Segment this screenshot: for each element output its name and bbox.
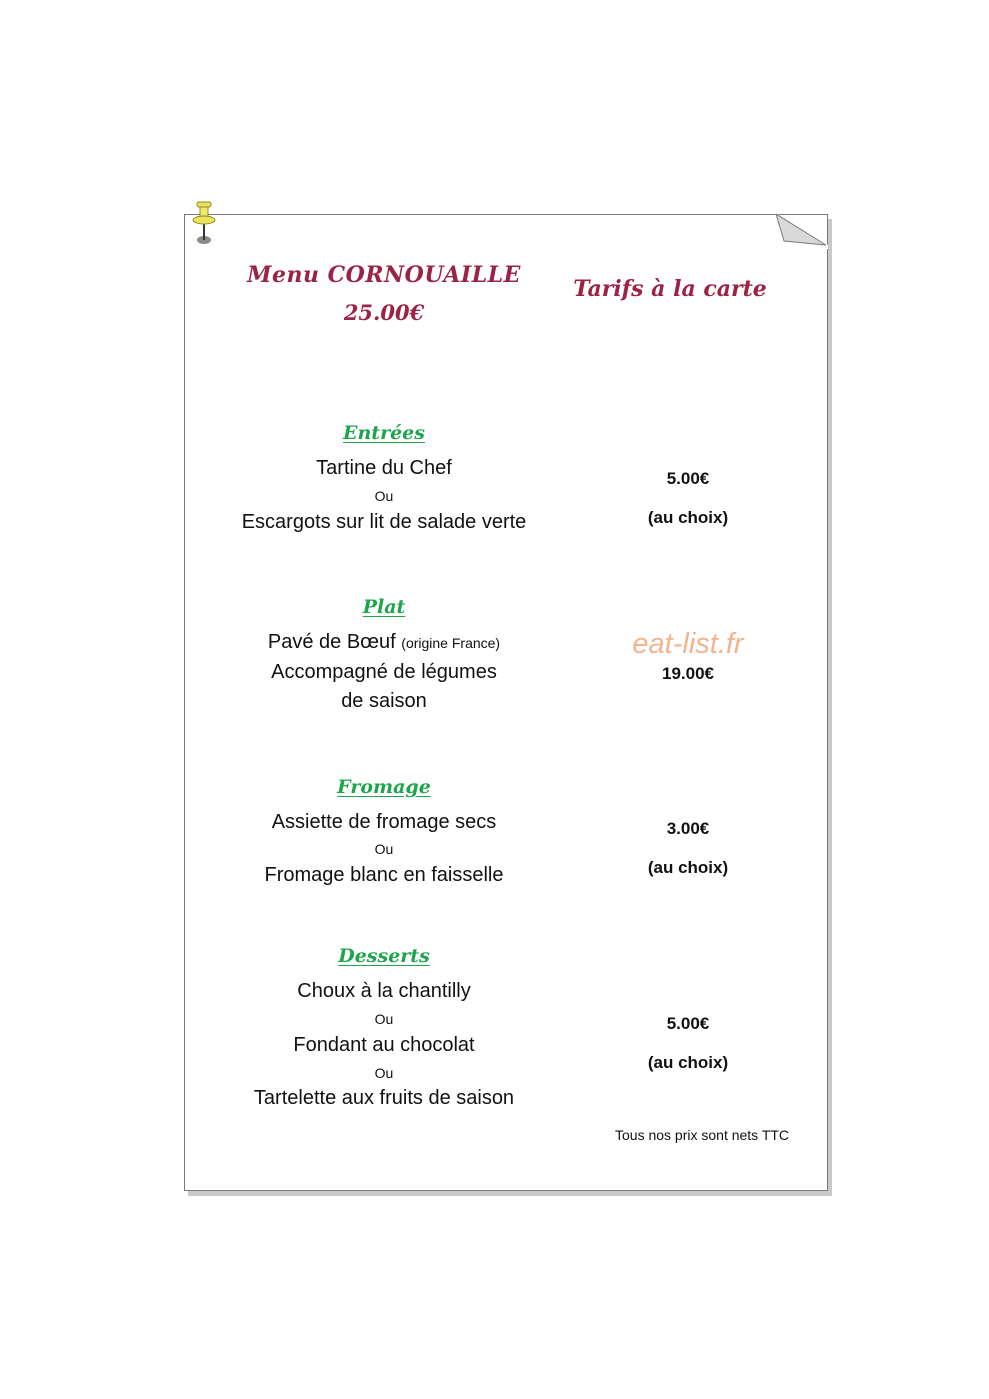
page-curl-icon <box>776 213 828 249</box>
price-note: (au choix) <box>647 1053 729 1072</box>
footnote: Tous nos prix sont nets TTC <box>615 1127 790 1143</box>
watermark: eat-list.fr <box>632 628 744 660</box>
menu-item: Assiette de fromage secs <box>271 811 497 833</box>
menu-item: Tartelette aux fruits de saison <box>253 1087 515 1109</box>
section-heading-fromage: Fromage <box>337 776 431 798</box>
item-origin: (origine France) <box>401 635 501 651</box>
price-note: (au choix) <box>647 508 729 527</box>
menu-item: Choux à la chantilly <box>297 980 471 1002</box>
menu-item: Fromage blanc en faisselle <box>264 864 504 886</box>
menu-title: Menu CORNOUAILLE <box>247 262 521 288</box>
menu-item-line: de saison <box>341 690 427 712</box>
separator-or: Ou <box>374 1011 394 1027</box>
section-heading-desserts: Desserts <box>338 945 430 967</box>
menu-item: Fondant au chocolat <box>293 1034 475 1056</box>
section-heading-plat: Plat <box>362 596 406 618</box>
separator-or: Ou <box>374 1065 394 1081</box>
price-fromage: 3.00€ <box>666 819 710 838</box>
separator-or: Ou <box>374 488 394 504</box>
menu-item <box>200 631 568 654</box>
menu-item: Tartine du Chef <box>316 457 452 479</box>
tarifs-title: Tarifs à la carte <box>573 276 767 302</box>
menu-item: Escargots sur lit de salade verte <box>241 511 527 533</box>
section-heading-entrees: Entrées <box>343 422 425 444</box>
price-desserts: 5.00€ <box>666 1014 710 1033</box>
price-plat: 19.00€ <box>662 664 714 683</box>
separator-or: Ou <box>374 841 394 857</box>
menu-item-line: Accompagné de légumes <box>271 661 497 683</box>
menu-price: 25.00€ <box>343 300 425 325</box>
price-note: (au choix) <box>647 858 729 877</box>
item-name: Pavé de Bœuf <box>267 631 396 653</box>
pushpin-icon <box>188 198 220 246</box>
price-entrees: 5.00€ <box>666 469 710 488</box>
